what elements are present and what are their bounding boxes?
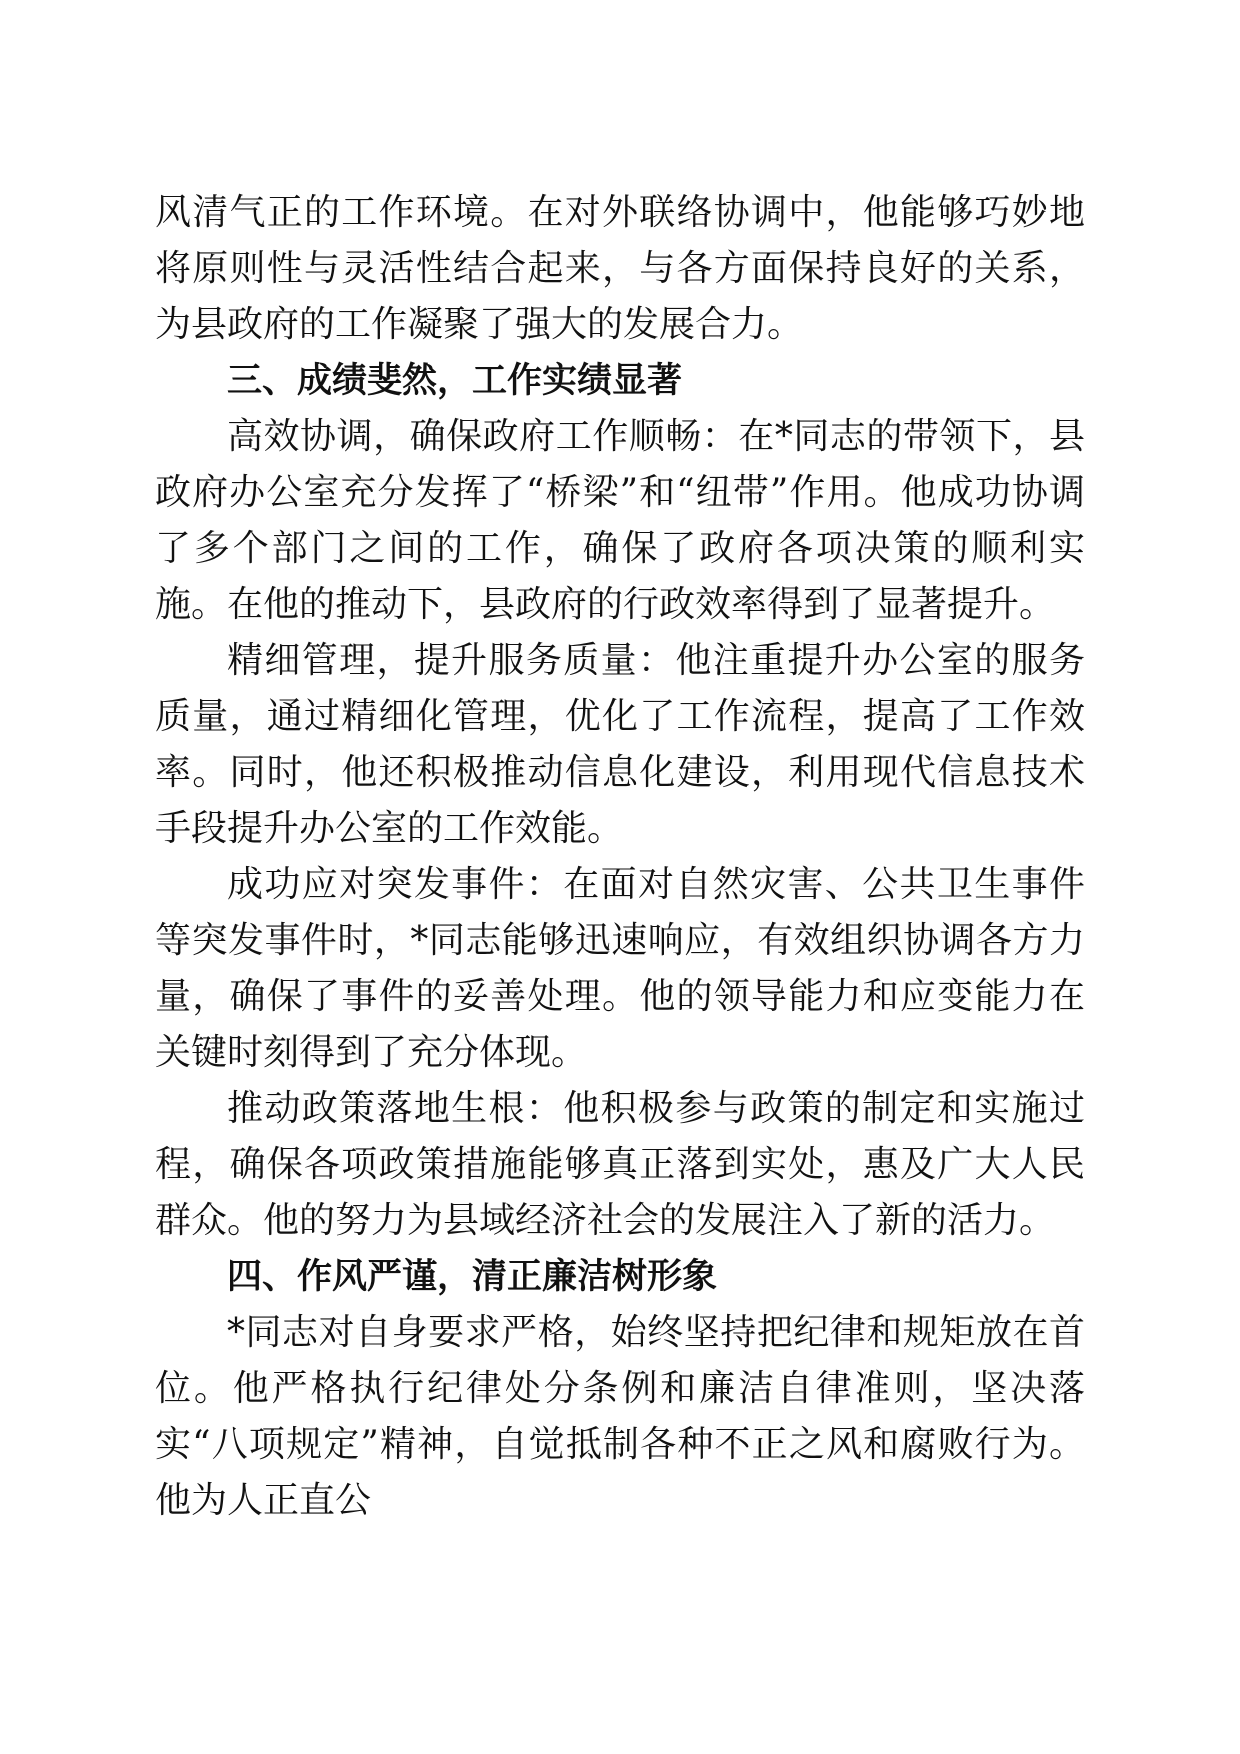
paragraph-management: 精细管理，提升服务质量：他注重提升办公室的服务质量，通过精细化管理，优化了工作流程，提高了工作效率。同时，他还积极推动信息化建设，利用现代信息技术手段提升办公室的工作效能。 (155, 640, 1085, 849)
paragraph-emergency: 成功应对突发事件：在面对自然灾害、公共卫生事件等突发事件时，*同志能够迅速响应，有效组织协调各方力量，确保了事件的妥善处理。他的领导能力和应变能力在关键时刻得到了充分体现。 (155, 864, 1085, 1073)
paragraph-policy: 推动政策落地生根：他积极参与政策的制定和实施过程，确保各项政策措施能够真正落到实处，惠及广大人民群众。他的努力为县域经济社会的发展注入了新的活力。 (155, 1088, 1085, 1241)
paragraph-integrity: *同志对自身要求严格，始终坚持把纪律和规矩放在首位。他严格执行纪律处分条例和廉洁自律准则，坚决落实“八项规定”精神，自觉抵制各种不正之风和腐败行为。他为人正直公 (155, 1312, 1085, 1521)
section-heading-3: 三、成绩斐然，工作实绩显著 (227, 361, 683, 401)
paragraph-coordination: 高效协调，确保政府工作顺畅：在*同志的带领下，县政府办公室充分发挥了“桥梁”和“纽带”作用。他成功协调了多个部门之间的工作，确保了政府各项决策的顺利实施。在他的推动下，县政府的行政效率得到了显著提升。 (155, 416, 1085, 625)
paragraph-continuation: 风清气正的工作环境。在对外联络协调中，他能够巧妙地将原则性与灵活性结合起来，与各方面保持良好的关系，为县政府的工作凝聚了强大的发展合力。 (155, 192, 1085, 345)
section-heading-4: 四、作风严谨，清正廉洁树形象 (227, 1257, 718, 1297)
document-body (155, 185, 1085, 1529)
